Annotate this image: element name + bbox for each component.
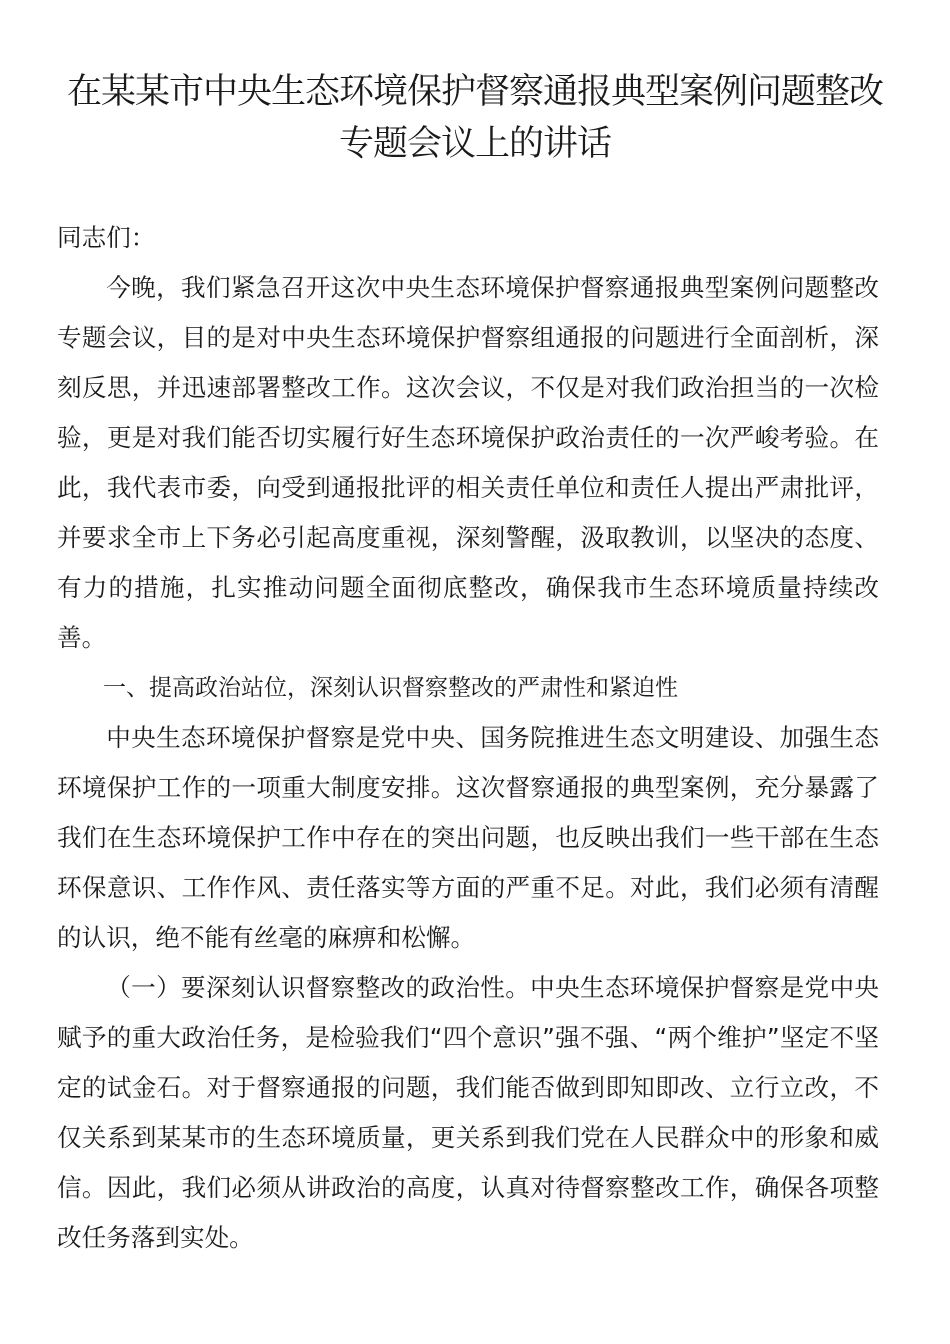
document-body	[57, 213, 879, 1263]
section-paragraph: 中央生态环境保护督察是党中央、国务院推进生态文明建设、加强生态环境保护工作的一项重大制度安排。这次督察通报的典型案例，充分暴露了我们在生态环境保护工作中存在的突出问题，也反映出我们一些干部在生态环保意识、工作作风、责任落实等方面的严重不足。对此，我们必须有清醒的认识，绝不能有丝毫的麻痹和松懈。	[57, 723, 879, 952]
salutation: 同志们：	[57, 223, 156, 252]
document-title: 在某某市中央生态环境保护督察通报典型案例问题整改专题会议上的讲话	[66, 72, 883, 164]
section-paragraph: （一）要深刻认识督察整改的政治性。中央生态环境保护督察是党中央赋予的重大政治任务，是检验我们“四个意识”强不强、“两个维护”坚定不坚定的试金石。对于督察通报的问题，我们能否做到即知即改、立行立改，不仅关系到某某市的生态环境质量，更关系到我们党在人民群众中的形象和威信。因此，我们必须从讲政治的高度，认真对待督察整改工作，确保各项整改任务落到实处。	[57, 973, 879, 1252]
intro-paragraph: 今晚，我们紧急召开这次中央生态环境保护督察通报典型案例问题整改专题会议，目的是对中央生态环境保护督察组通报的问题进行全面剖析，深刻反思，并迅速部署整改工作。这次会议，不仅是对我们政治担当的一次检验，更是对我们能否切实履行好生态环境保护政治责任的一次严峻考验。在此，我代表市委，向受到通报批评的相关责任单位和责任人提出严肃批评，并要求全市上下务必引起高度重视，深刻警醒，汲取教训，以坚决的态度、有力的措施，扎实推动问题全面彻底整改，确保我市生态环境质量持续改善。	[57, 273, 879, 652]
section-heading: 一、提高政治站位，深刻认识督察整改的严肃性和紧迫性	[103, 675, 678, 701]
